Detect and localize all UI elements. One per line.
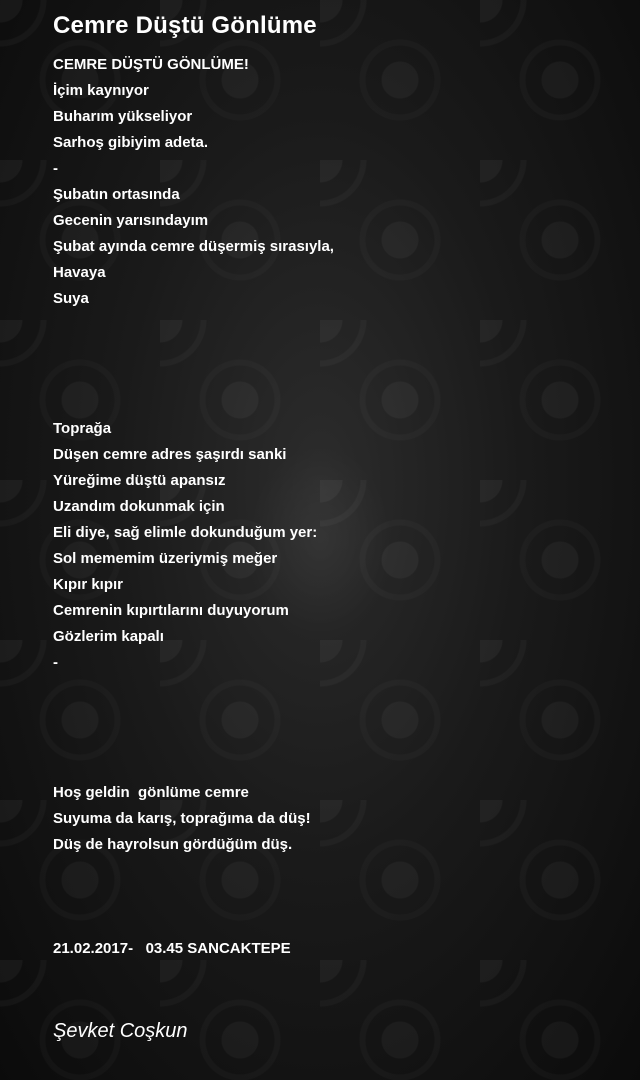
poem-line: Sol mememim üzeriymiş meğer xyxy=(53,550,278,567)
poem-line xyxy=(53,910,613,936)
poem-line: Cemrenin kıpırtılarını duyuyorum xyxy=(53,602,289,619)
poem-line: Yüreğime düştü apansız xyxy=(53,472,226,489)
poem-line: Gözlerim kapalı xyxy=(53,628,164,645)
poem-line: Düş de hayrolsun gördüğüm düş. xyxy=(53,836,293,853)
poem-title: Cemre Düştü Gönlüme xyxy=(53,12,317,39)
poem-line: Toprağa xyxy=(53,420,112,437)
poem-line: - xyxy=(53,654,58,671)
poem-line: Gecenin yarısındayım xyxy=(53,212,209,229)
poem-line: Havaya xyxy=(53,264,106,281)
poem-line xyxy=(53,754,613,780)
poem-line xyxy=(53,728,613,754)
poem-line: Kıpır kıpır xyxy=(53,576,124,593)
poem-line: Suyuma da karış, toprağıma da düş! xyxy=(53,810,311,827)
poem-line xyxy=(53,312,613,338)
poem-line xyxy=(53,338,613,364)
poem-author: Şevket Coşkun xyxy=(53,1020,188,1042)
poem-line: Buharım yükseliyor xyxy=(53,108,193,125)
poem-line: CEMRE DÜŞTÜ GÖNLÜME! xyxy=(53,56,249,73)
poem-line: - xyxy=(53,160,58,177)
poem-line: Hoş geldin gönlüme cemre xyxy=(53,784,249,801)
poem-line xyxy=(53,676,613,702)
poem-line: Şubat ayında cemre düşermiş sırasıyla, xyxy=(53,238,334,255)
poem-line: Düşen cemre adres şaşırdı sanki xyxy=(53,446,287,463)
poem-line: Suya xyxy=(53,290,89,307)
poem-line xyxy=(53,364,613,390)
poem-line: İçim kaynıyor xyxy=(53,82,149,99)
poem-line xyxy=(53,702,613,728)
poem-date-line: 21.02.2017- 03.45 SANCAKTEPE xyxy=(53,940,291,957)
poem-line xyxy=(53,884,613,910)
poem-body xyxy=(53,52,613,962)
poem-line: Uzandım dokunmak için xyxy=(53,498,225,515)
poem-line: Sarhoş gibiyim adeta. xyxy=(53,134,209,151)
poem-line xyxy=(53,858,613,884)
poem-line xyxy=(53,390,613,416)
poem-line: Şubatın ortasında xyxy=(53,186,180,203)
poem-line: Eli diye, sağ elimle dokunduğum yer: xyxy=(53,524,318,541)
